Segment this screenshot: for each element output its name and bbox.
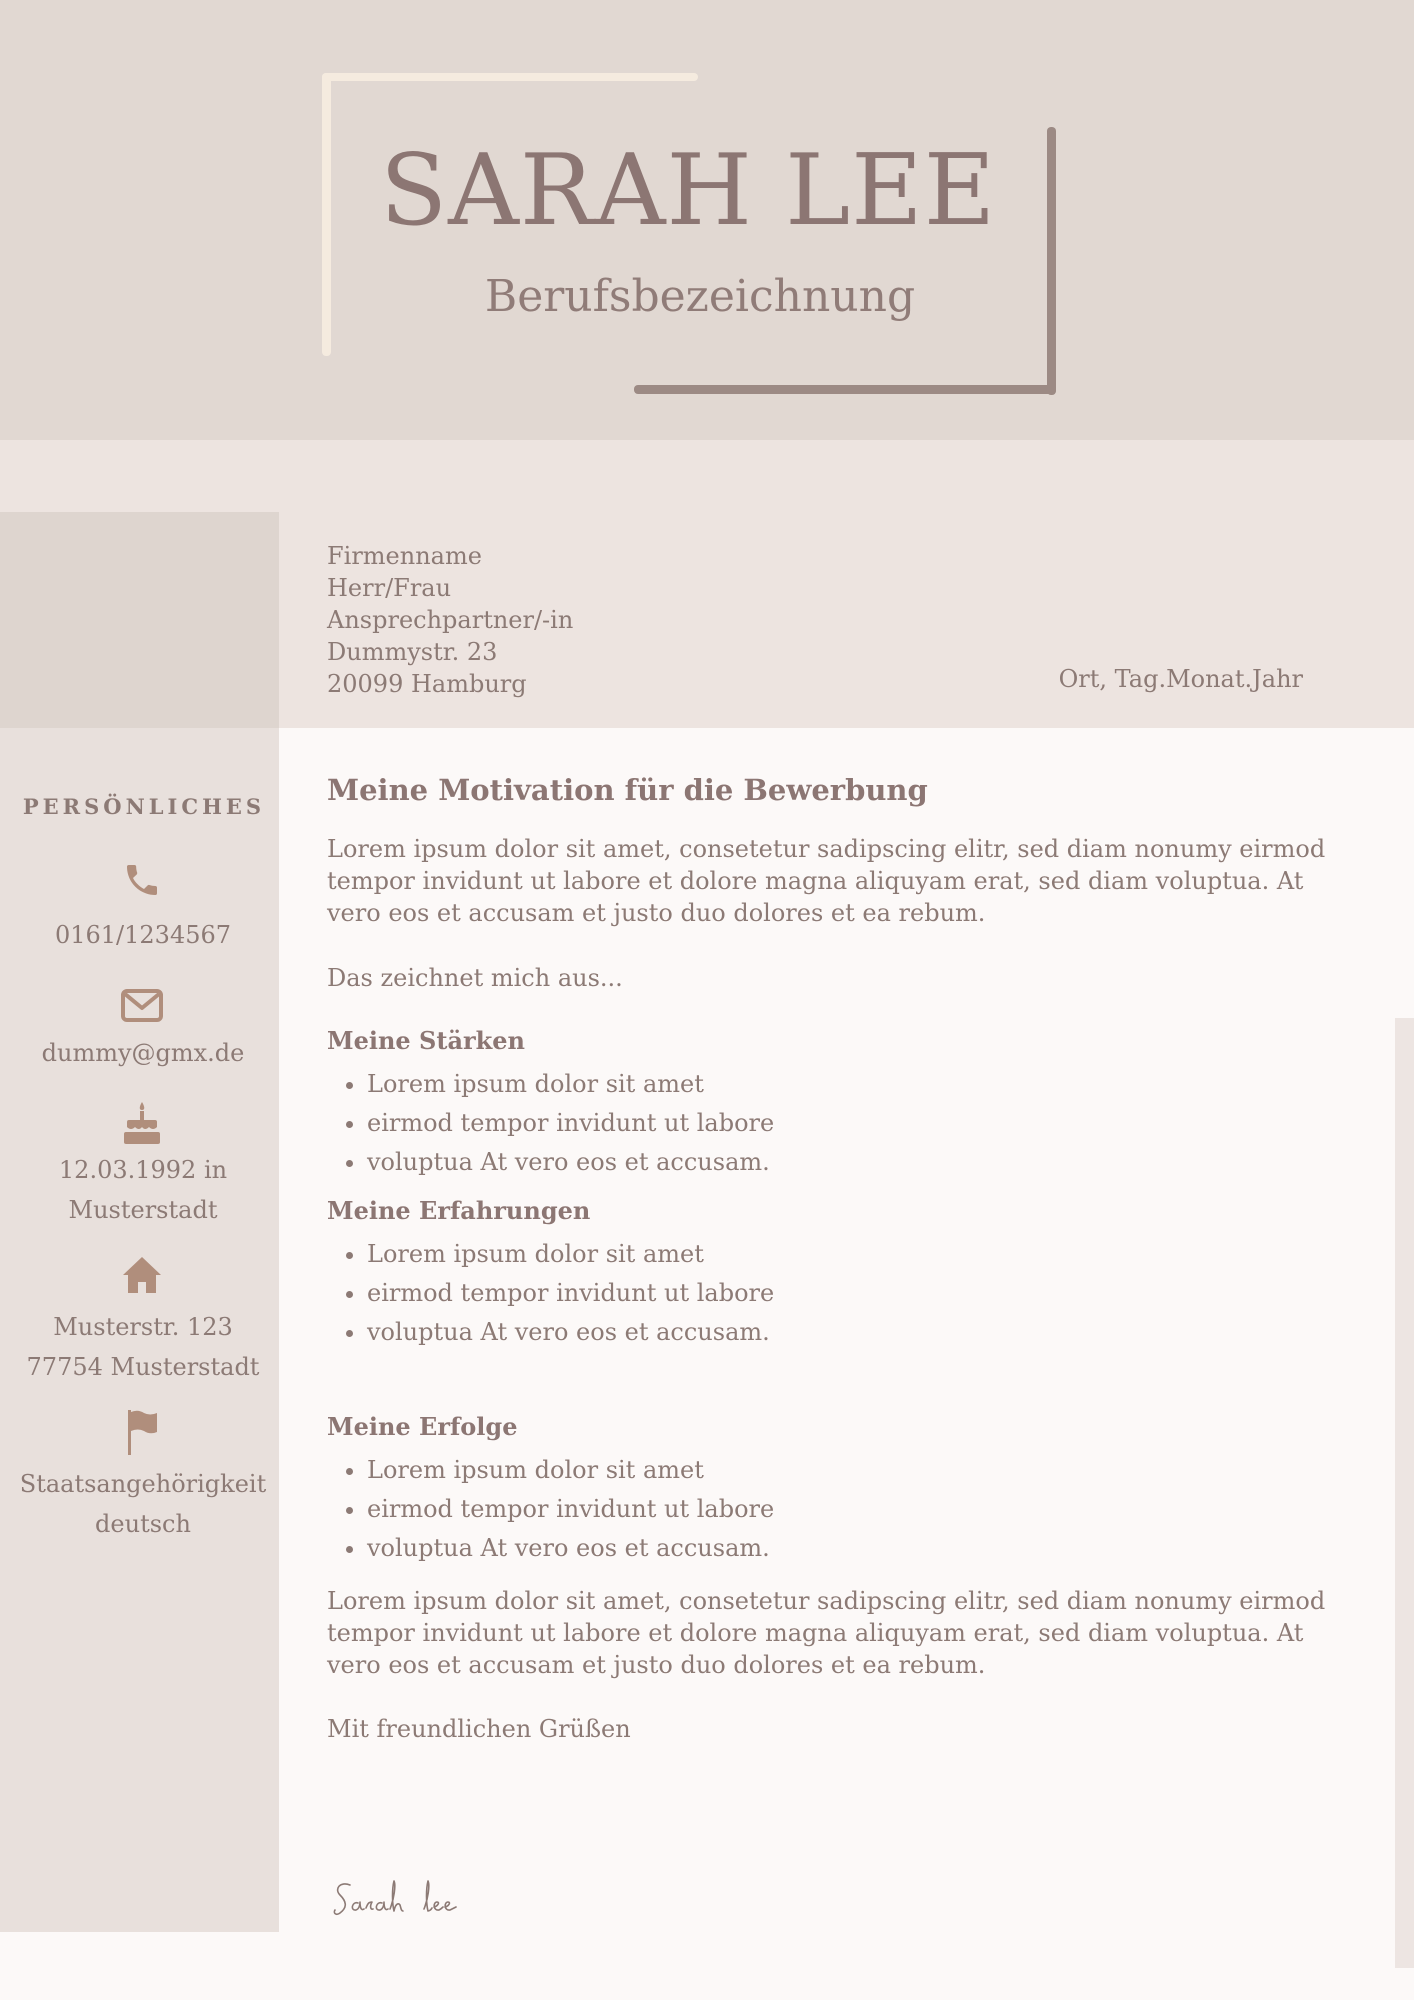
achievements-list [327,1451,1347,1568]
list-item: • voluptua At vero eos et accusam. [367,1143,1347,1182]
nationality [0,1464,286,1544]
lead-sentence: Das zeichnet mich aus... [327,964,623,992]
experience-list [327,1235,1347,1352]
recipient-address [327,540,573,700]
sidebar-title: PERSÖNLICHES [22,794,266,819]
home-city: 77754 Musterstadt [26,1353,260,1381]
recipient-street: Dummystr. 23 [327,638,498,666]
home-address [0,1307,286,1387]
recipient-band-side-block [0,512,279,728]
section-title-experience: Meine Erfahrungen [327,1196,591,1225]
house-icon [112,1255,172,1301]
job-title: Berufsbezeichnung [484,271,916,322]
envelope-icon [112,988,172,1034]
list-item: • Lorem ipsum dolor sit amet [367,1065,1347,1104]
greeting: Mit freundlichen Grüßen [327,1715,631,1743]
phone-icon [112,860,172,906]
birth-info [0,1150,286,1230]
frame-line-bottom [634,385,1056,394]
right-edge-strip [1395,1018,1414,1968]
list-item: • Lorem ipsum dolor sit amet [367,1235,1347,1274]
list-item: • Lorem ipsum dolor sit amet [367,1451,1347,1490]
phone-number: 0161/1234567 [54,921,232,949]
email-address: dummy@gmx.de [41,1039,245,1067]
strengths-list [327,1065,1347,1182]
letter-date: Ort, Tag.Monat.Jahr [1058,665,1303,693]
letter-body [327,773,1347,1745]
frame-line-left [322,73,331,356]
nationality-value: deutsch [95,1510,191,1538]
birth-place: Musterstadt [68,1196,218,1224]
list-item: • eirmod tempor invidunt ut labore [367,1104,1347,1143]
closing-paragraph: Lorem ipsum dolor sit amet, consetetur sadipscing elitr, sed diam nonumy eirmod tempor invidunt ut labore et dolore magna aliquyam erat, sed diam voluptua. At vero eos et accusam et justo duo dolores et ea rebum. [327,1587,1326,1679]
letter-heading: Meine Motivation für die Bewerbung [327,773,928,807]
intro-paragraph: Lorem ipsum dolor sit amet, consetetur sadipscing elitr, sed diam nonumy eirmod tempor invidunt ut labore et dolore magna aliquyam erat, sed diam voluptua. At vero eos et accusam et justo duo dolores et ea rebum. [327,835,1326,927]
recipient-contact: Ansprechpartner/-in [327,606,574,634]
list-item: • eirmod tempor invidunt ut labore [367,1490,1347,1529]
section-title-achievements: Meine Erfolge [327,1412,518,1441]
nationality-label: Staatsangehörigkeit [19,1470,267,1498]
list-item: • voluptua At vero eos et accusam. [367,1529,1347,1568]
recipient-city: 20099 Hamburg [327,670,527,698]
home-street: Musterstr. 123 [53,1313,233,1341]
list-item: • voluptua At vero eos et accusam. [367,1313,1347,1352]
birth-date: 12.03.1992 in [58,1156,228,1184]
list-item: • eirmod tempor invidunt ut labore [367,1274,1347,1313]
signature [332,1875,462,1929]
flag-icon [112,1408,172,1454]
recipient-salutation: Herr/Frau [327,574,452,602]
recipient-company: Firmenname [327,542,482,570]
cake-icon [112,1100,172,1146]
applicant-name: SARAH LEE [380,134,997,248]
frame-line-right [1047,127,1056,395]
frame-line-top [322,73,698,81]
section-title-strengths: Meine Stärken [327,1026,525,1055]
